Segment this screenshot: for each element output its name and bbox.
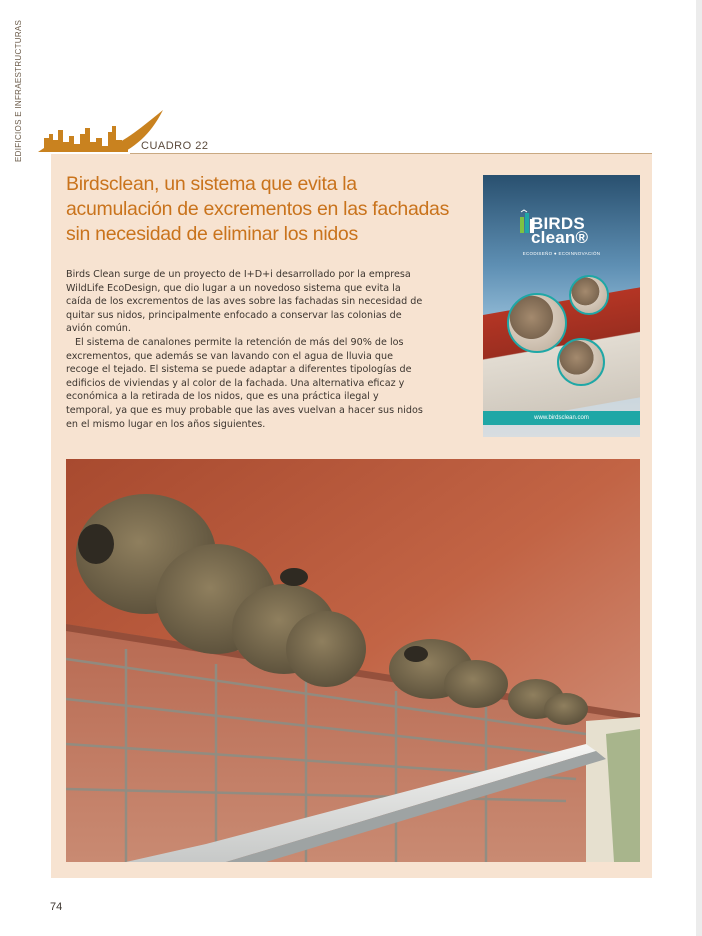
article-title: Birdsclean, un sistema que evita la acumulación de excrementos en las fachadas sin necesidad de eliminar los nidos [66,173,450,245]
birdsclean-brochure-image [483,175,640,437]
brochure-footer-band [483,411,640,425]
swallow-nests-photo [66,459,640,862]
article-body [66,268,428,431]
nest-detail-circle [569,275,609,315]
brand-logo-line2: clean® [531,228,589,247]
brochure-website: www.birdsclean.com [534,415,589,421]
paragraph: Birds Clean surge de un proyecto de I+D+i desarrollado por la empresa WildLife EcoDesign, que dio lugar a un novedoso sistema que evita la caída de los excrementos de las aves sobre las fachadas sin necesidad de quitar sus nidos, principalmente enfocado a conservar las colonias de avión común. [66,269,423,335]
box-label: CUADRO 22 [141,140,209,152]
page-number: 74 [50,901,63,913]
brand-tagline: ECODISEÑO ● ECOINNOVACIÓN [522,251,601,256]
paragraph: El sistema de canalones permite la retención de más del 90% de los excrementos, que además se van lavando con el agua de lluvia que recoge el tejado. El sistema se puede adaptar a diferentes tipologías de edificios de viviendas y al color de la fachada. Una alternativa eficaz y económica a la retirada de los nidos, que es una práctica ilegal y temporal, ya que es muy probable que las aves vuelvan a hacer sus nidos en el mismo lugar en los años siguientes. [66,336,423,430]
brand-logo-text [531,214,589,247]
brand-logo-line1: BIRDS [531,214,585,233]
nest-detail-circle [507,293,567,353]
nest-detail-circle [557,338,605,386]
section-label: EDIFICIOS E INFRAESTRUCTURAS [14,19,23,162]
